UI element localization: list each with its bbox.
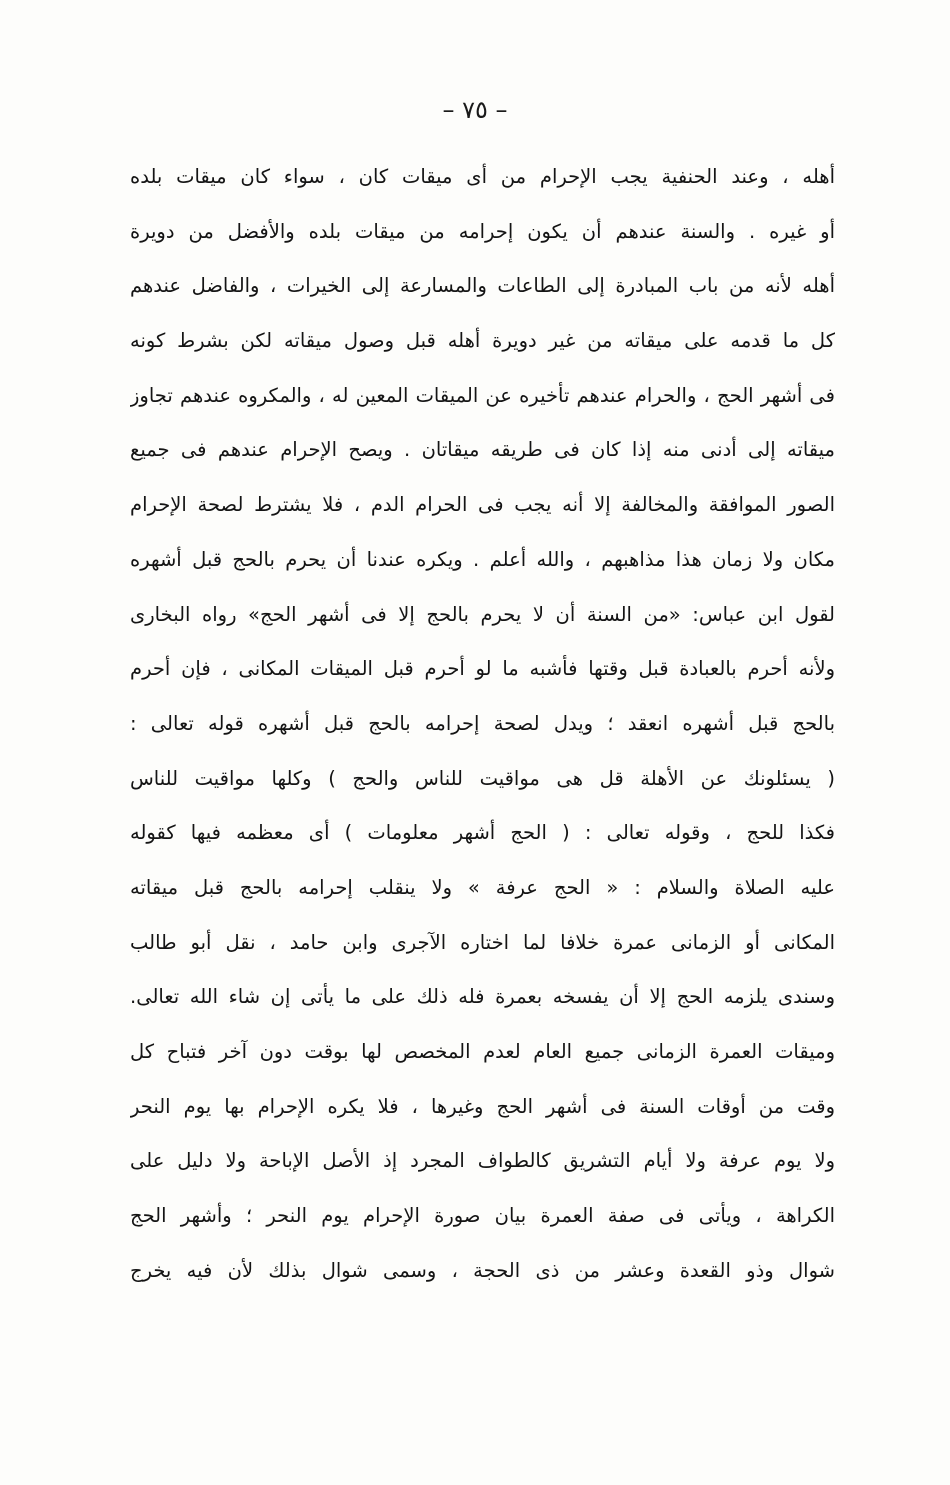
page-text-body	[130, 150, 835, 1298]
text-line: كل ما قدمه على ميقاته من غير دويرة أهله قبل وصول ميقاته لكن بشرط كونه	[130, 329, 835, 353]
text-line: بالحج قبل أشهره انعقد ؛ ويدل لصحة إحرامه بالحج قبل أشهره قوله تعالى :	[130, 711, 835, 735]
text-line: أهله لأنه من باب المبادرة إلى الطاعات والمسارعة إلى الخيرات ، والفاضل عندهم	[130, 274, 835, 298]
text-line: لقول ابن عباس: «من السنة أن لا يحرم بالحج إلا فى أشهر الحج» رواه البخارى	[130, 602, 835, 626]
text-line: الكراهة ، ويأتى فى صفة العمرة بيان صورة الإحرام يوم النحر ؛ وأشهر الحج	[130, 1204, 835, 1228]
text-line: فى أشهر الحج ، والحرام عندهم تأخيره عن الميقات المعين له ، والمكروه عندهم تجاوز	[130, 383, 835, 407]
text-line: أو غيره . والسنة عندهم أن يكون إحرامه من ميقات بلده والأفضل من دويرة	[130, 219, 835, 243]
text-line: شوال وذو القعدة وعشر من ذى الحجة ، وسمى شوال بذلك لأن فيه يخرج	[130, 1258, 835, 1282]
text-line: ولأنه أحرم بالعبادة قبل وقتها فأشبه ما لو أحرم قبل الميقات المكانى ، فإن أحرم	[130, 657, 835, 681]
text-line: وقت من أوقات السنة فى أشهر الحج وغيرها ، فلا يكره الإحرام بها يوم النحر	[130, 1094, 835, 1118]
text-line: المكانى أو الزمانى عمرة خلافا لما اختاره الآجرى وابن حامد ، نقل أبو طالب	[130, 930, 835, 954]
text-line: ولا يوم عرفة ولا أيام التشريق كالطواف المجرد إذ الأصل الإباحة ولا دليل على	[130, 1149, 835, 1173]
text-line: الصور الموافقة والمخالفة إلا أنه يجب فى الحرام الدم ، فلا يشترط لصحة الإحرام	[130, 493, 835, 517]
text-line: عليه الصلاة والسلام : « الحج عرفة » ولا ينقلب إحرامه بالحج قبل ميقاته	[130, 875, 835, 899]
text-line: ( يسئلونك عن الأهلة قل هى مواقيت للناس والحج ) وكلها مواقيت للناس	[130, 766, 835, 790]
page-number: – ٧٥ –	[442, 96, 508, 124]
text-line: وسندى يلزمه الحج إلا أن يفسخه بعمرة فله ذلك على ما يأتى إن شاء الله تعالى.	[130, 985, 835, 1009]
text-line: ميقاته إلى أدنى منه إذا كان فى طريقه ميقاتان . ويصح الإحرام عندهم فى جميع	[130, 438, 835, 462]
text-line: مكان ولا زمان هذا مذاهبهم ، والله أعلم . ويكره عندنا أن يحرم بالحج قبل أشهره	[130, 547, 835, 571]
text-line: وميقات العمرة الزمانى جميع العام لعدم المخصص لها بوقت دون آخر فتباح كل	[130, 1040, 835, 1063]
text-line: أهله ، وعند الحنفية يجب الإحرام من أى ميقات كان ، سواء كان ميقات بلده	[130, 165, 835, 188]
text-line: فكذا للحج ، وقوله تعالى : ( الحج أشهر معلومات ) أى معظمه فيها كقوله	[130, 821, 835, 845]
